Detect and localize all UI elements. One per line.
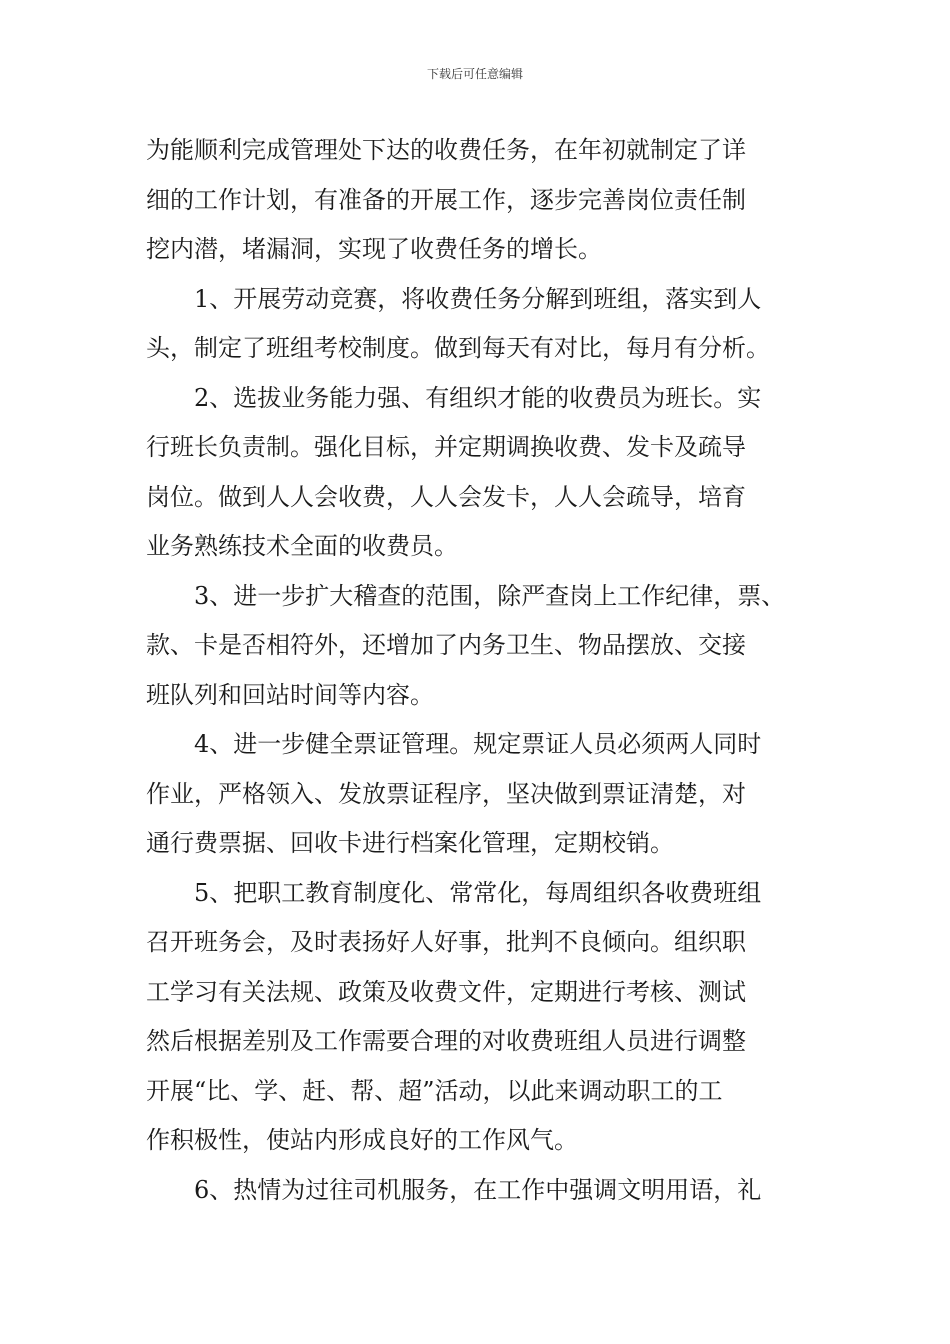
page-header: 下载后可任意编辑 (426, 67, 523, 81)
text-line: 5、把职工教育制度化、常常化，每周组织各收费班组 (194, 878, 762, 907)
document-body (146, 126, 808, 1215)
text-line: 4、进一步健全票证管理。规定票证人员必须两人同时 (194, 730, 762, 758)
text-line: 头，制定了班组考校制度。做到每天有对比，每月有分析。 (146, 334, 770, 362)
text-line: 为能顺利完成管理处下达的收费任务，在年初就制定了详 (146, 136, 746, 164)
text-line: 召开班务会，及时表扬好人好事，批判不良倾向。组织职 (146, 928, 746, 956)
text-line: 6、热情为过往司机服务，在工作中强调文明用语，礼 (194, 1175, 762, 1204)
text-line: 岗位。做到人人会收费，人人会发卡，人人会疏导，培育 (146, 482, 746, 511)
text-line: 1、开展劳动竞赛，将收费任务分解到班组，落实到人 (194, 284, 762, 313)
text-line: 款、卡是否相符外，还增加了内务卫生、物品摆放、交接 (146, 631, 746, 659)
text-line: 细的工作计划，有准备的开展工作，逐步完善岗位责任制 (146, 185, 746, 214)
text-line: 挖内潜，堵漏洞，实现了收费任务的增长。 (146, 235, 602, 263)
text-line: 作积极性，使站内形成良好的工作风气。 (146, 1126, 578, 1154)
text-line: 业务熟练技术全面的收费员。 (146, 532, 458, 560)
text-line: 3、进一步扩大稽查的范围，除严查岗上工作纪律，票、 (194, 581, 786, 610)
text-line: 开展“比、学、赶、帮、超”活动，以此来调动职工的工 (146, 1076, 723, 1105)
text-line: 行班长负责制。强化目标，并定期调换收费、发卡及疏导 (146, 433, 746, 461)
text-line: 2、选拔业务能力强、有组织才能的收费员为班长。实 (194, 383, 762, 412)
text-line: 作业，严格领入、发放票证程序，坚决做到票证清楚，对 (146, 779, 746, 808)
text-line: 然后根据差别及工作需要合理的对收费班组人员进行调整 (146, 1027, 746, 1055)
text-line: 通行费票据、回收卡进行档案化管理，定期校销。 (146, 829, 674, 857)
text-line: 班队列和回站时间等内容。 (146, 680, 434, 709)
text-line: 工学习有关法规、政策及收费文件，定期进行考核、测试 (146, 977, 746, 1006)
